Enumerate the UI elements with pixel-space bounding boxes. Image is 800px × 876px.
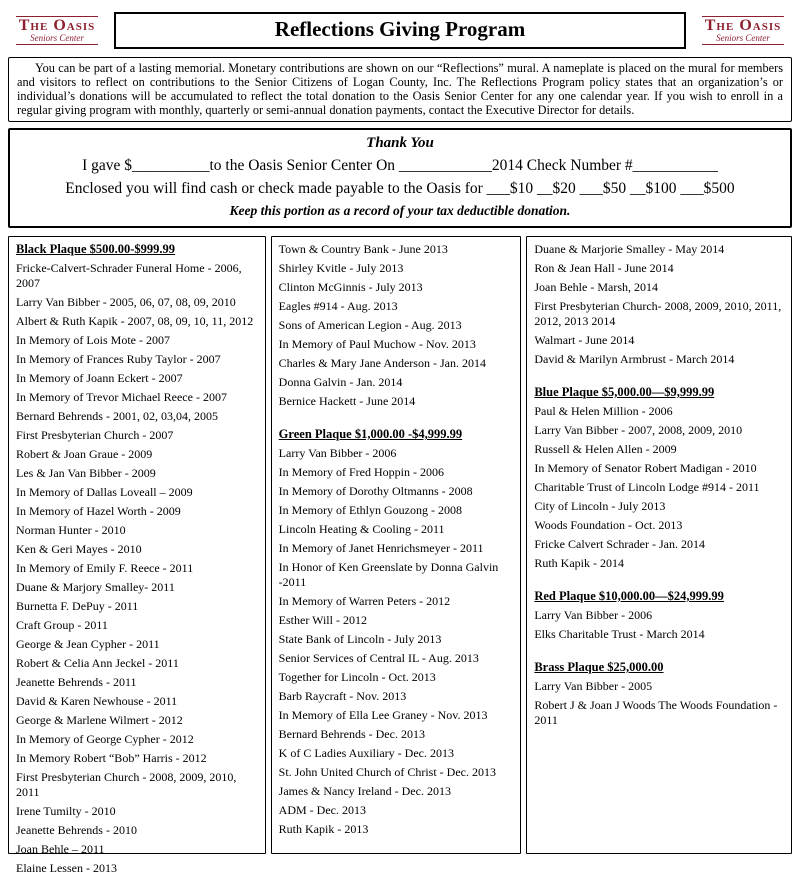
donor-entry: Robert & Joan Graue - 2009 [16,447,153,461]
donor-entry: First Presbyterian Church- 2008, 2009, 2010, 2011, 2012, 2013 2014 [534,299,782,328]
page-title: Reflections Giving Program [274,17,526,41]
donor-column-middle [271,236,522,854]
donor-entry: Larry Van Bibber - 2006 [278,446,397,460]
header [12,12,788,49]
donor-column-right [526,236,792,854]
donor-entry: Burnetta F. DePuy - 2011 [16,599,139,613]
donor-entry: Ruth Kapik - 2013 [278,822,369,836]
donor-entry: In Memory of Hazel Worth - 2009 [16,504,181,518]
donor-entry: Barb Raycraft - Nov. 2013 [278,689,407,703]
donor-entry: In Memory Robert “Bob” Harris - 2012 [16,751,207,765]
donor-entry: In Memory of Senator Robert Madigan - 2010 [534,461,757,475]
donor-entry: Craft Group - 2011 [16,618,108,632]
donor-entry: In Memory of Frances Ruby Taylor - 2007 [16,352,221,366]
donor-entry: In Memory of Joann Eckert - 2007 [16,371,183,385]
donor-entry: In Memory of Janet Henrichsmeyer - 2011 [278,541,484,555]
enclosed-payment-line: Enclosed you will find cash or check made payable to the Oasis for ___$10 __$20 ___$50 __$100 ___$500 [65,180,735,197]
donor-entry: Ron & Jean Hall - June 2014 [534,261,674,275]
logo-subtitle: Seniors Center [716,32,770,43]
donor-entry: Senior Services of Central IL - Aug. 2013 [278,651,479,665]
donor-entry: Elaine Lessen - 2013 [16,861,117,875]
oasis-logo-left [12,15,102,47]
donor-entry: Walmart - June 2014 [534,333,635,347]
donor-entry: Jeanette Behrends - 2010 [16,823,137,837]
donor-entry: In Memory of Paul Muchow - Nov. 2013 [278,337,476,351]
donor-column-left [8,236,266,875]
title-box [114,12,686,49]
donor-entry: In Memory of Dallas Loveall – 2009 [16,485,193,499]
donor-entry: David & Karen Newhouse - 2011 [16,694,178,708]
donor-entry: Bernice Hackett - June 2014 [278,394,416,408]
plaque-heading: Red Plaque $10,000.00—$24,999.99 [534,589,724,603]
donor-entry: Esther Will - 2012 [278,613,367,627]
donor-entry: Robert & Celia Ann Jeckel - 2011 [16,656,179,670]
donor-entry: In Honor of Ken Greenslate by Donna Galvin -2011 [278,560,499,589]
donor-entry: Duane & Marjory Smalley- 2011 [16,580,175,594]
donor-entry: Larry Van Bibber - 2006 [534,608,653,622]
plaque-heading: Blue Plaque $5,000.00—$9,999.99 [534,385,715,399]
donor-entry: Bernard Behrends - Dec. 2013 [278,727,425,741]
donor-entry: State Bank of Lincoln - July 2013 [278,632,442,646]
donor-entry: Sons of American Legion - Aug. 2013 [278,318,462,332]
donor-entry: Donna Galvin - Jan. 2014 [278,375,403,389]
logo-rule [702,44,784,45]
donor-entry: In Memory of Emily F. Reece - 2011 [16,561,194,575]
donor-entry: Norman Hunter - 2010 [16,523,126,537]
donor-entry: Bernard Behrends - 2001, 02, 03,04, 2005 [16,409,218,423]
thank-you-box [8,128,792,228]
donor-entry: In Memory of Ella Lee Graney - Nov. 2013 [278,708,488,722]
donor-entry: Elks Charitable Trust - March 2014 [534,627,705,641]
donor-entry: Robert J & Joan J Woods The Woods Foundation - 2011 [534,698,778,727]
donor-entry: Ken & Geri Mayes - 2010 [16,542,142,556]
tax-deduction-note: Keep this portion as a record of your tax deductible donation. [229,203,571,218]
donor-entry: Larry Van Bibber - 2005, 06, 07, 08, 09, 2010 [16,295,236,309]
logo-subtitle: Seniors Center [30,32,84,43]
donor-entry: Clinton McGinnis - July 2013 [278,280,423,294]
donor-entry: James & Nancy Ireland - Dec. 2013 [278,784,451,798]
logo-name: The Oasis [704,16,782,34]
donor-entry: Russell & Helen Allen - 2009 [534,442,677,456]
donor-entry: Les & Jan Van Bibber - 2009 [16,466,156,480]
plaque-heading: Green Plaque $1,000.00 -$4,999.99 [278,427,463,441]
donor-entry: In Memory of Fred Hoppin - 2006 [278,465,444,479]
donor-entry: In Memory of Trevor Michael Reece - 2007 [16,390,227,404]
donor-entry: Irene Tumilty - 2010 [16,804,116,818]
donor-entry: Charitable Trust of Lincoln Lodge #914 - 2011 [534,480,760,494]
donor-entry: In Memory of Ethlyn Gouzong - 2008 [278,503,462,517]
donor-entry: Jeanette Behrends - 2011 [16,675,137,689]
donor-entry: Paul & Helen Million - 2006 [534,404,673,418]
donor-entry: Lincoln Heating & Cooling - 2011 [278,522,445,536]
donor-entry: David & Marilyn Armbrust - March 2014 [534,352,735,366]
donor-entry: Albert & Ruth Kapik - 2007, 08, 09, 10, 11, 2012 [16,314,254,328]
plaque-heading: Brass Plaque $25,000.00 [534,660,664,674]
donor-entry: Charles & Mary Jane Anderson - Jan. 2014 [278,356,486,370]
donor-entry: Woods Foundation - Oct. 2013 [534,518,683,532]
donor-entry: Town & Country Bank - June 2013 [278,242,448,256]
plaque-heading: Black Plaque $500.00-$999.99 [16,242,176,256]
thank-you-heading: Thank You [366,135,434,151]
logo-name: The Oasis [18,16,96,34]
donor-entry: Eagles #914 - Aug. 2013 [278,299,398,313]
donor-entry: K of C Ladies Auxiliary - Dec. 2013 [278,746,454,760]
donor-entry: Together for Lincoln - Oct. 2013 [278,670,436,684]
donor-entry: Joan Behle - Marsh, 2014 [534,280,658,294]
donor-entry: ADM - Dec. 2013 [278,803,366,817]
program-description: You can be part of a lasting memorial. Monetary contributions are shown on our “Reflections” mural. A nameplate is placed on the mural for members and visitors to reflect on contributions to the Senior Citizens of Logan County, Inc. The Reflections Program policy states that an organization’s or individual’s donations will be accumulated to reflect the total donation to the Oasis Senior Center for any one calendar year. If you wish to enroll in a regular giving program with monthly, quarterly or semi-annual donation payments, contact the Executive Director for details. [17,61,783,117]
oasis-logo-right [698,15,788,47]
donor-entry: First Presbyterian Church - 2008, 2009, 2010, 2011 [16,770,237,799]
donor-columns [8,236,792,875]
donor-entry: Ruth Kapik - 2014 [534,556,625,570]
donor-entry: Fricke-Calvert-Schrader Funeral Home - 2006, 2007 [16,261,242,290]
donor-entry: City of Lincoln - July 2013 [534,499,666,513]
donor-entry: Shirley Kvitle - July 2013 [278,261,404,275]
logo-rule [16,44,98,45]
donor-entry: Larry Van Bibber - 2007, 2008, 2009, 2010 [534,423,743,437]
donor-entry: In Memory of Warren Peters - 2012 [278,594,451,608]
donor-entry: First Presbyterian Church - 2007 [16,428,174,442]
donor-entry: George & Marlene Wilmert - 2012 [16,713,183,727]
donor-entry: In Memory of George Cypher - 2012 [16,732,194,746]
donor-entry: St. John United Church of Christ - Dec. 2013 [278,765,496,779]
program-description-box [8,57,792,122]
donor-entry: Fricke Calvert Schrader - Jan. 2014 [534,537,705,551]
donor-entry: In Memory of Lois Mote - 2007 [16,333,170,347]
donor-entry: Joan Behle – 2011 [16,842,105,856]
donation-amount-line: I gave $__________to the Oasis Senior Center On ____________2014 Check Number #___________ [82,157,718,174]
donor-entry: Duane & Marjorie Smalley - May 2014 [534,242,725,256]
donor-entry: Larry Van Bibber - 2005 [534,679,653,693]
donor-entry: George & Jean Cypher - 2011 [16,637,160,651]
donor-entry: In Memory of Dorothy Oltmanns - 2008 [278,484,473,498]
